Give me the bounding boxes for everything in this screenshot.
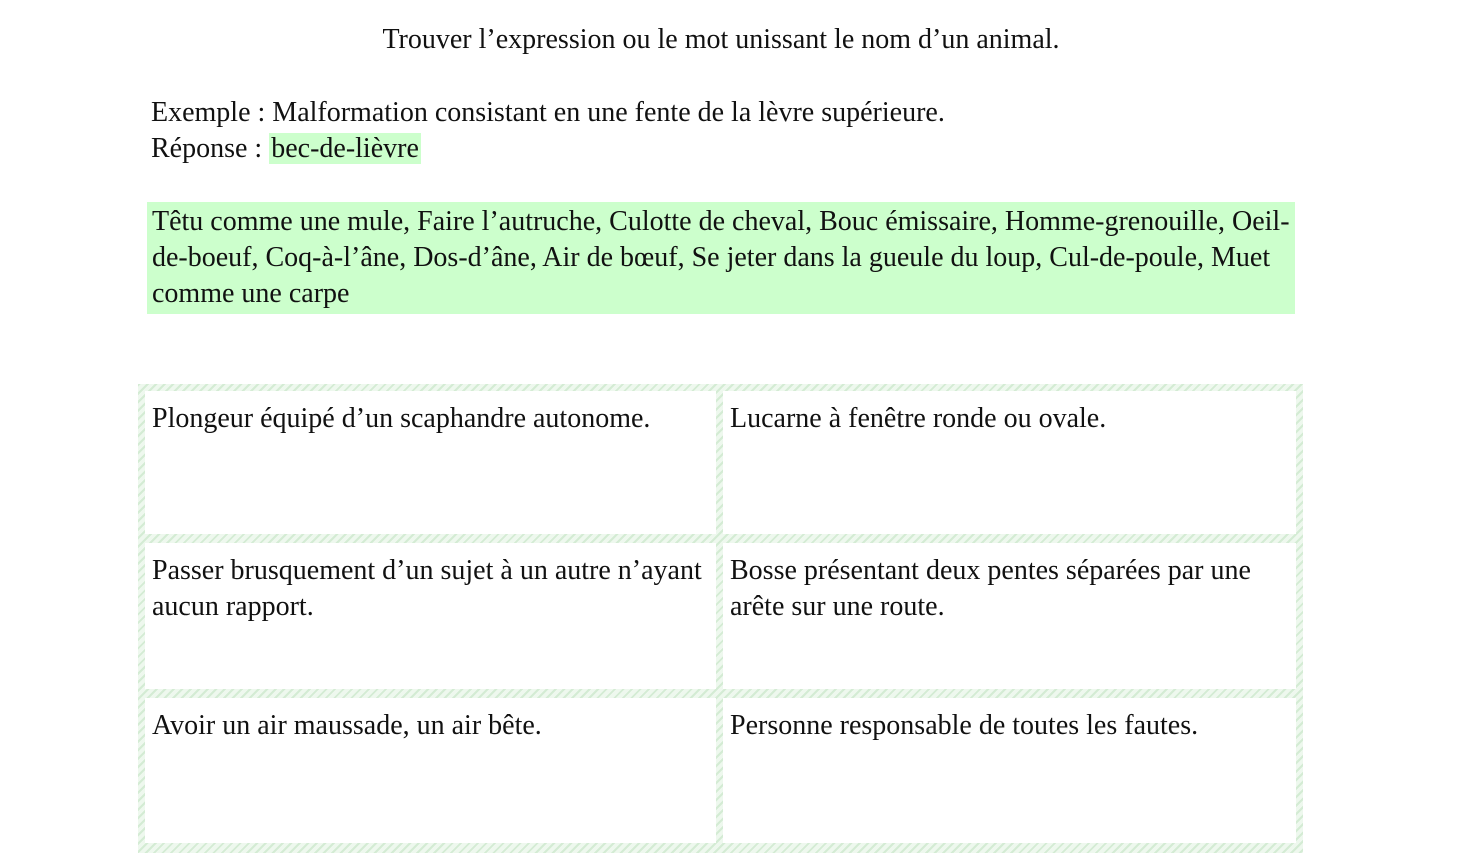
definition-cell: Personne responsable de toutes les fautes. (723, 698, 1296, 843)
example-block (151, 95, 945, 167)
definition-cell: Plongeur équipé d’un scaphandre autonome. (145, 391, 716, 534)
definition-cell: Avoir un air maussade, un air bête. (145, 698, 716, 843)
definition-cell: Passer brusquement d’un sujet à un autre n’ayant aucun rapport. (145, 543, 716, 689)
definition-cell: Bosse présentant deux pentes séparées par une arête sur une route. (723, 543, 1296, 689)
definitions-grid (138, 384, 1303, 853)
answer-label: Réponse : (151, 133, 270, 164)
word-bank: Têtu comme une mule, Faire l’autruche, Culotte de cheval, Bouc émissaire, Homme-grenouille, Oeil-de-boeuf, Coq-à-l’âne, Dos-d’âne, Air de bœuf, Se jeter dans la gueule du loup, Cul-de-poule, Muet comme une carpe (147, 202, 1295, 314)
answer-highlight: bec-de-lièvre (271, 133, 419, 164)
definition-cell: Lucarne à fenêtre ronde ou ovale. (723, 391, 1296, 534)
example-prompt: Exemple : Malformation consistant en une fente de la lèvre supérieure. (151, 97, 945, 128)
example-answer-line (151, 131, 945, 167)
page-title: Trouver l’expression ou le mot unissant le nom d’un animal. (382, 24, 1060, 55)
